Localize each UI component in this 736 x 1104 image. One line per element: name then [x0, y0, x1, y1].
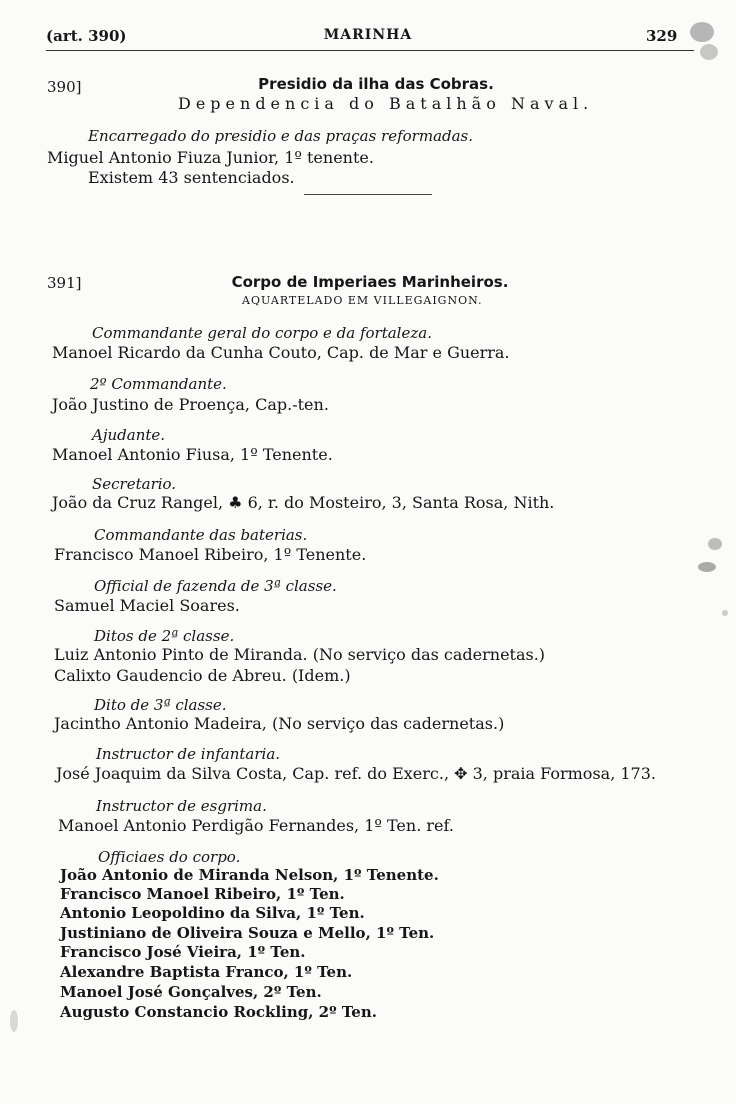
entry-line: Calixto Gaudencio de Abreu. (Idem.) — [54, 666, 351, 685]
ink-blot — [708, 538, 722, 550]
section-separator — [304, 194, 432, 195]
section-title-391: Corpo de Imperiaes Marinheiros. — [231, 273, 509, 291]
role-heading: 2º Commandante. — [90, 375, 227, 393]
ink-blot — [690, 22, 714, 42]
ink-blot — [698, 562, 716, 572]
role-heading: Dito de 3ª classe. — [94, 696, 227, 714]
entry-line: Francisco Manoel Ribeiro, 1º Tenente. — [54, 545, 367, 564]
officer-entry: Francisco Manoel Ribeiro, 1º Ten. — [60, 885, 345, 903]
section-subtitle-391: AQUARTELADO EM VILLEGAIGNON. — [242, 294, 483, 307]
section-number-391: 391] — [47, 274, 82, 292]
role-heading: Secretario. — [92, 475, 177, 493]
officer-entry: Augusto Constancio Rockling, 2º Ten. — [60, 1003, 377, 1021]
entry-line: Manoel Antonio Fiusa, 1º Tenente. — [52, 445, 333, 464]
officer-entry: Francisco José Vieira, 1º Ten. — [60, 943, 306, 961]
ink-blot — [700, 44, 718, 60]
page-title: MARINHA — [323, 27, 413, 43]
entry-line: José Joaquim da Silva Costa, Cap. ref. do Exerc., ✥ 3, praia Formosa, 173. — [56, 764, 656, 783]
officer-entry: Manoel José Gonçalves, 2º Ten. — [60, 983, 322, 1001]
role-heading: Instructor de infantaria. — [96, 745, 281, 763]
role-heading: Instructor de esgrima. — [96, 797, 267, 815]
officer-entry: Antonio Leopoldino da Silva, 1º Ten. — [60, 904, 365, 922]
header-rule — [46, 50, 694, 51]
role-heading: Commandante das baterias. — [94, 526, 308, 544]
entry-line: Manoel Ricardo da Cunha Couto, Cap. de Mar e Guerra. — [52, 343, 510, 362]
role-heading: Ditos de 2ª classe. — [94, 627, 235, 645]
role-heading: Officiaes do corpo. — [98, 848, 241, 866]
section-number-390: 390] — [47, 78, 82, 96]
officer-entry: Alexandre Baptista Franco, 1º Ten. — [60, 963, 353, 981]
section-subtitle-390: Dependencia do Batalhão Naval. — [178, 94, 594, 113]
role-heading: Encarregado do presidio e das praças reformadas. — [88, 127, 474, 145]
section-title-390: Presidio da ilha das Cobras. — [258, 75, 494, 93]
entry-line: Jacintho Antonio Madeira, (No serviço das cadernetas.) — [54, 714, 505, 733]
page-number: 329 — [646, 27, 678, 45]
entry-line: Luiz Antonio Pinto de Miranda. (No serviço das cadernetas.) — [54, 645, 546, 664]
ink-blot — [10, 1010, 18, 1032]
officer-entry: João Antonio de Miranda Nelson, 1º Tenente. — [60, 866, 439, 884]
role-heading: Ajudante. — [92, 426, 166, 444]
entry-line: João da Cruz Rangel, ♣ 6, r. do Mosteiro, 3, Santa Rosa, Nith. — [52, 493, 555, 512]
entry-line: João Justino de Proença, Cap.-ten. — [52, 395, 329, 414]
entry-line: Samuel Maciel Soares. — [54, 596, 240, 615]
entry-line: Existem 43 sentenciados. — [88, 168, 295, 187]
officer-entry: Justiniano de Oliveira Souza e Mello, 1º Ten. — [60, 924, 435, 942]
entry-line: Manoel Antonio Perdigão Fernandes, 1º Ten. ref. — [58, 816, 454, 835]
ink-blot — [722, 610, 728, 616]
role-heading: Official de fazenda de 3ª classe. — [94, 577, 337, 595]
role-heading: Commandante geral do corpo e da fortaleza. — [92, 324, 432, 342]
article-reference: (art. 390) — [46, 27, 127, 45]
entry-line: Miguel Antonio Fiuza Junior, 1º tenente. — [47, 148, 374, 167]
